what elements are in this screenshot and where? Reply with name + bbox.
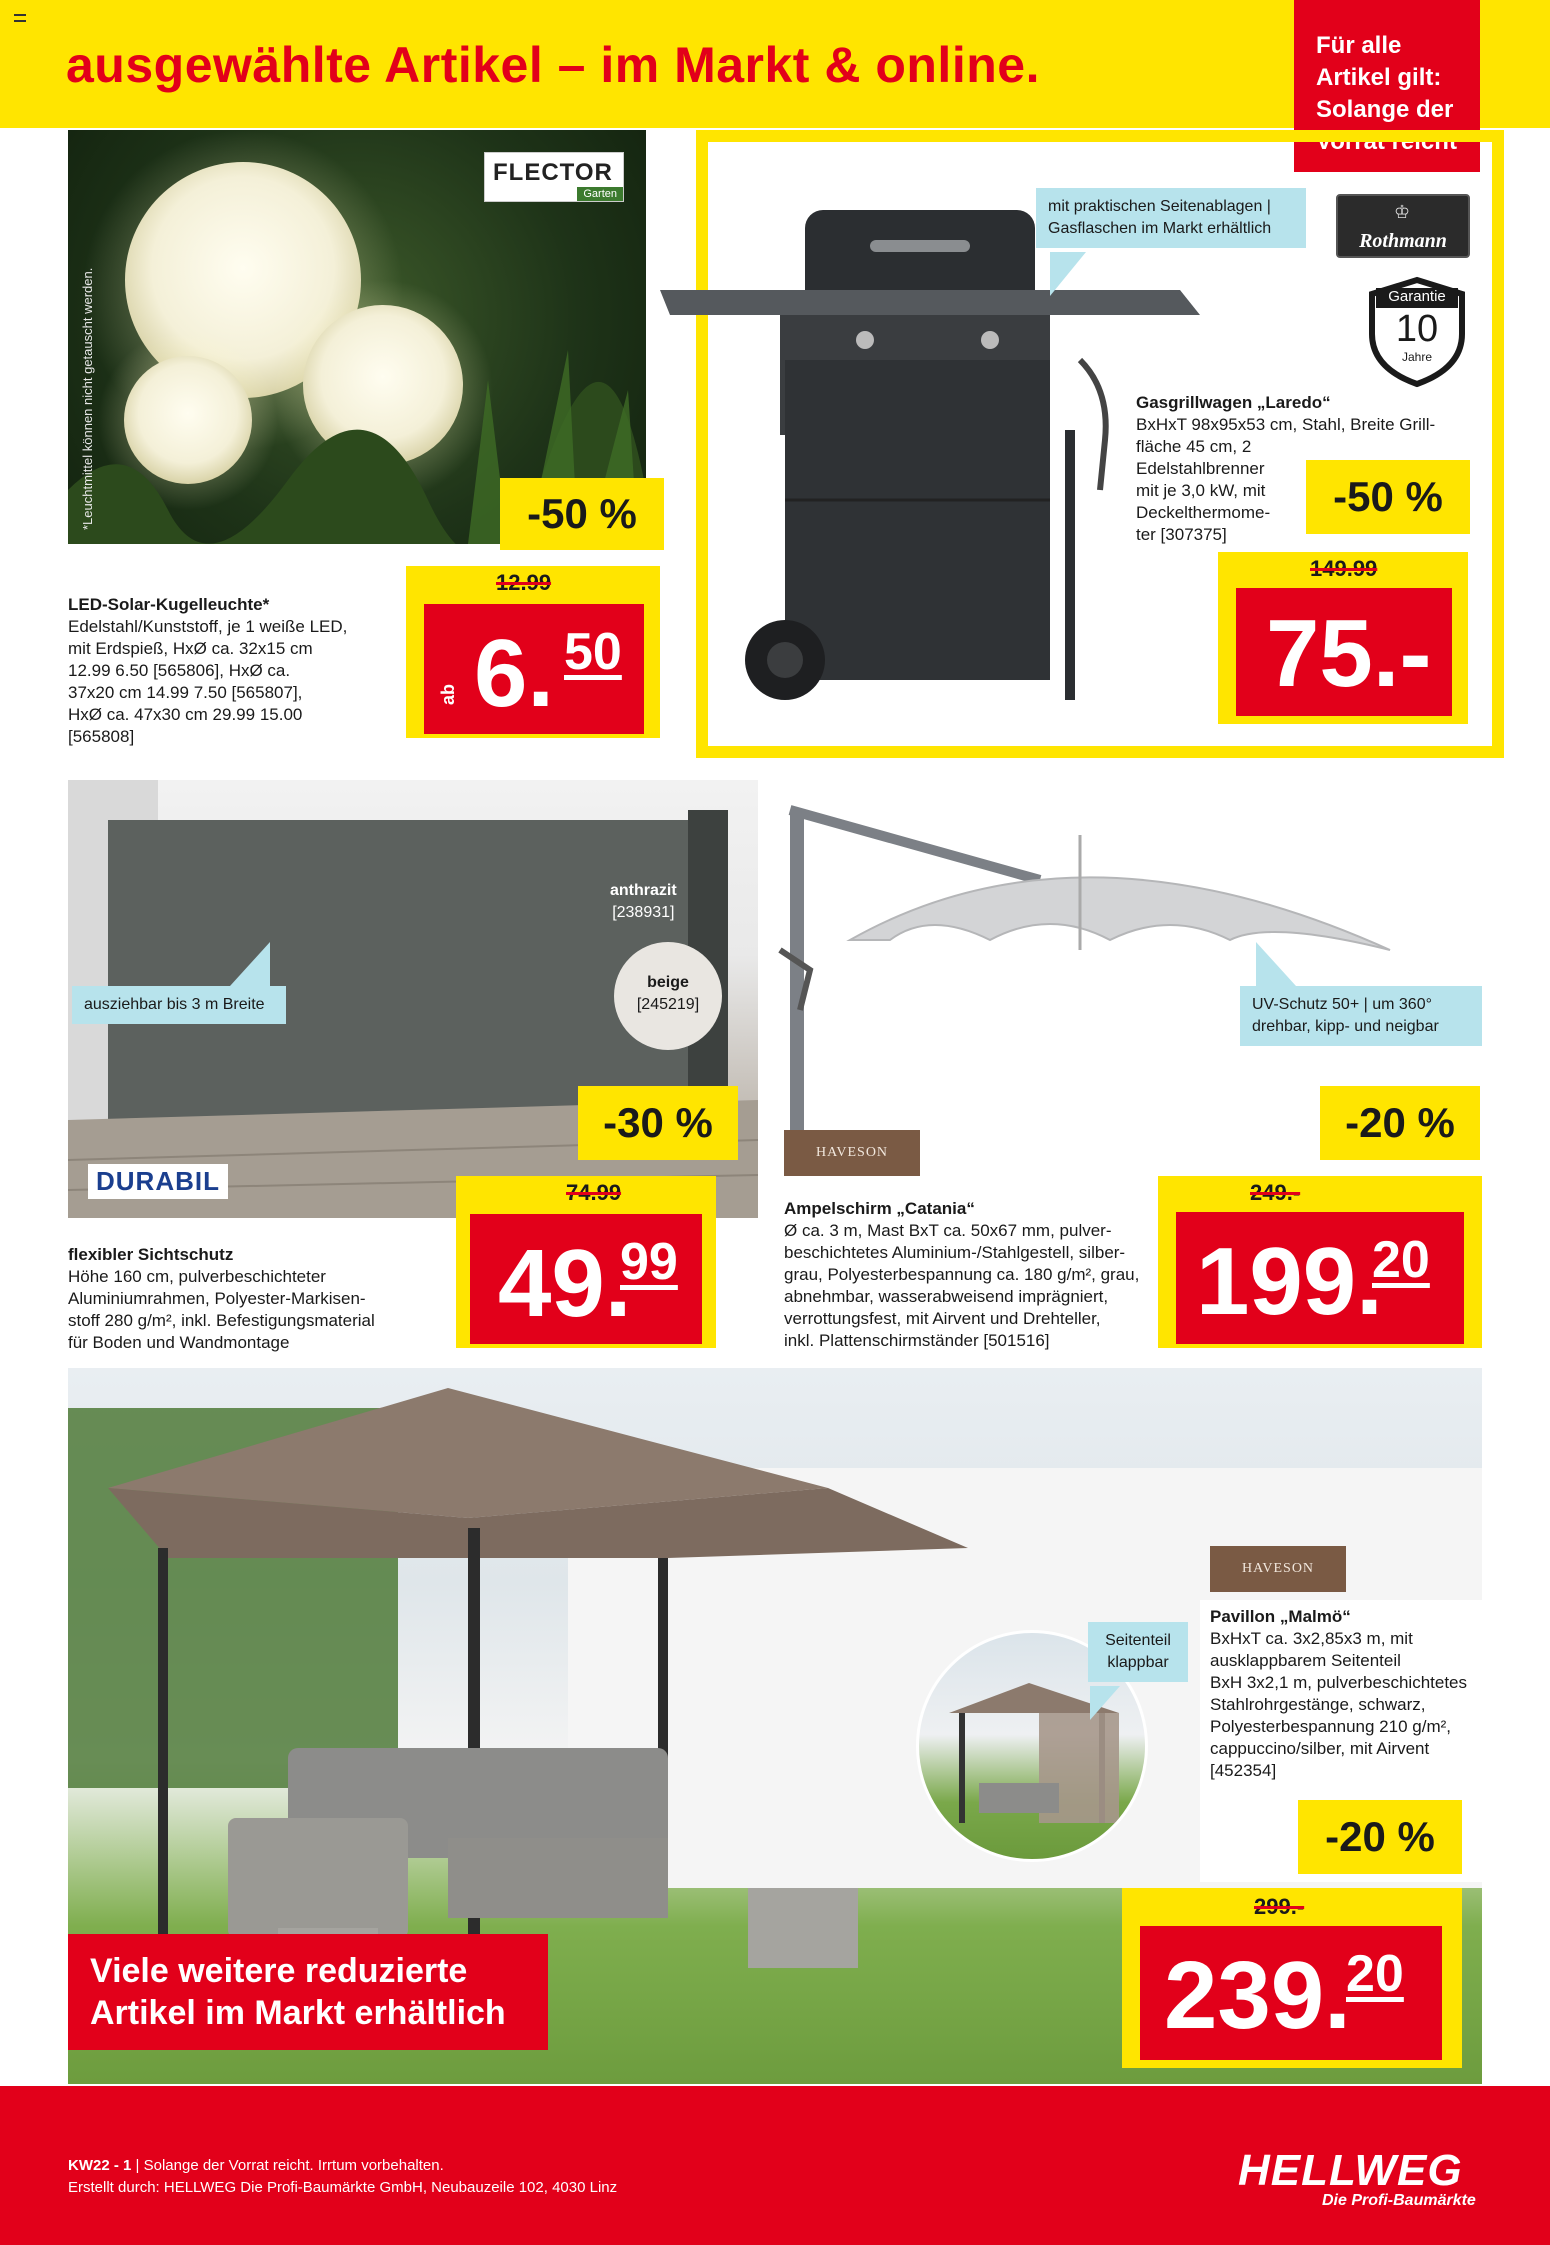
screen-price-dec: 99 (620, 1233, 678, 1291)
grill-feature-callout: mit praktischen Seitenablagen | Gasflaschen im Markt erhältlich (1036, 188, 1306, 248)
solar-price-box (424, 604, 644, 734)
stock-notice-badge: Für alle Artikel gilt: Solange der Vorrat reicht (1294, 0, 1480, 172)
product-title: LED-Solar-Kugelleuchte* (68, 595, 270, 614)
screen-feature-callout: ausziehbar bis 3 m Breite (72, 986, 286, 1024)
solar-discount-badge: -50 % (500, 478, 664, 550)
pavilion-discount-badge: -20 % (1298, 1800, 1462, 1874)
grill-price-int: 75.- (1266, 600, 1432, 707)
hellweg-tagline: Die Profi-Baumärkte (1322, 2192, 1476, 2209)
umbrella-image[interactable] (770, 790, 1410, 1180)
screen-description: flexibler Sichtschutz Höhe 160 cm, pulverbeschichteter Aluminiumrahmen, Polyester-Markisen- stoff 280 g/m², inkl. Befestigungsmaterial für Boden und Wandmontage (68, 1244, 458, 1354)
screen-old-price: 74.99 (566, 1180, 622, 1205)
crown-icon: ♔ (1394, 202, 1411, 222)
umbrella-discount-badge: -20 % (1320, 1086, 1480, 1160)
umbrella-old-price: 249.- (1250, 1180, 1301, 1205)
hellweg-logo[interactable]: HELLWEG (1238, 2146, 1463, 2195)
issue-number: KW22 - 1 (68, 2157, 132, 2174)
product-title: Ampelschirm „Catania“ (784, 1199, 975, 1218)
pavilion-price-int: 239. (1164, 1942, 1351, 2049)
screen-callout-pointer (230, 942, 270, 986)
product-title: Gasgrillwagen „Laredo“ (1136, 393, 1331, 412)
umbrella-callout-pointer (1256, 942, 1296, 986)
solar-old-price: 12.99 (496, 570, 552, 595)
solar-image-note: *Leuchtmittel können nicht getauscht werden. (80, 267, 95, 530)
pavilion-price-dec: 20 (1346, 1945, 1404, 2003)
umbrella-price-int: 199. (1196, 1228, 1383, 1335)
grill-price-box (1236, 588, 1452, 716)
footer-legal: KW22 - 1 | Solange der Vorrat reicht. Irrtum vorbehalten. Erstellt durch: HELLWEG Die Profi-Baumärkte GmbH, Neubauzeile 102, 4030 Linz (68, 2157, 618, 2196)
variant-anthrazit-label[interactable]: anthrazit [238931] (610, 882, 677, 921)
solar-description: LED-Solar-Kugelleuchte* Edelstahl/Kunststoff, je 1 weiße LED, mit Erdspieß, HxØ ca. 32x15 cm 12.99 6.50 [565806], HxØ ca. 37x20 cm 14.99 7.50 [565807], HxØ ca. 47x30 cm 29.99 15.00 [565808] (68, 594, 398, 748)
umbrella-price-dec: 20 (1372, 1231, 1430, 1289)
solar-price-int: 6. (474, 620, 555, 727)
screen-price-box (470, 1214, 702, 1344)
product-title: flexibler Sichtschutz (68, 1245, 234, 1264)
grill-callout-pointer (1050, 252, 1086, 296)
umbrella-illustration (770, 790, 1410, 1180)
menu-icon[interactable] (14, 14, 26, 22)
pavilion-price-box (1140, 1926, 1442, 2060)
flector-logo: FLECTOR Garten (484, 152, 624, 202)
product-title: Pavillon „Malmö“ (1210, 1607, 1351, 1626)
guarantee-badge: Garantie 10 Jahre (1366, 276, 1468, 388)
variant-beige-swatch[interactable]: beige [245219] (614, 942, 722, 1050)
haveson-logo: HAVESON (784, 1130, 920, 1176)
rothmann-logo: ♔ Rothmann (1336, 194, 1470, 258)
pavilion-callout-pointer (1090, 1686, 1120, 1720)
grill-old-price: 149.99 (1310, 556, 1378, 581)
price-prefix: ab (438, 683, 459, 706)
page-title: ausgewählte Artikel – im Markt & online. (66, 37, 1040, 93)
haveson-logo: HAVESON (1210, 1546, 1346, 1592)
grill-description: Gasgrillwagen „Laredo“ BxHxT 98x95x53 cm, Stahl, Breite Grill- fläche 45 cm, 2 Edelstahlbrenner mit je 3,0 kW, mit Deckelthermome- ter [307375] (1136, 392, 1456, 546)
grill-discount-badge: -50 % (1306, 460, 1470, 534)
umbrella-feature-callout: UV-Schutz 50+ | um 360° drehbar, kipp- und neigbar (1240, 986, 1482, 1046)
pavilion-old-price: 299.- (1254, 1894, 1305, 1919)
pavilion-feature-callout: Seitenteil klappbar (1088, 1622, 1188, 1682)
umbrella-price-box (1176, 1212, 1464, 1344)
durabil-logo: DURABIL (88, 1164, 228, 1199)
screen-discount-badge: -30 % (578, 1086, 738, 1160)
pavilion-description: Pavillon „Malmö“ BxHxT ca. 3x2,85x3 m, mit ausklappbarem Seitenteil BxH 3x2,1 m, pulverbeschichtetes Stahlrohrgestänge, schwarz, Polyesterbespannung 210 g/m², cappuccino/silber, mit Airvent [452354] (1210, 1606, 1480, 1782)
more-items-banner: Viele weitere reduzierte Artikel im Markt erhältlich (68, 1934, 548, 2050)
umbrella-description: Ampelschirm „Catania“ Ø ca. 3 m, Mast BxT ca. 50x67 mm, pulver- beschichtetes Aluminium-/Stahlgestell, silber- grau, Polyesterbespannung ca. 180 g/m², grau, abnehmbar, wasserabweisend imprägniert, verrottungsfest, mit Airvent und Drehteller, inkl. Plattenschirmständer [501516] (784, 1198, 1154, 1352)
solar-price-dec: 50 (564, 623, 622, 681)
screen-price-int: 49. (498, 1230, 632, 1337)
